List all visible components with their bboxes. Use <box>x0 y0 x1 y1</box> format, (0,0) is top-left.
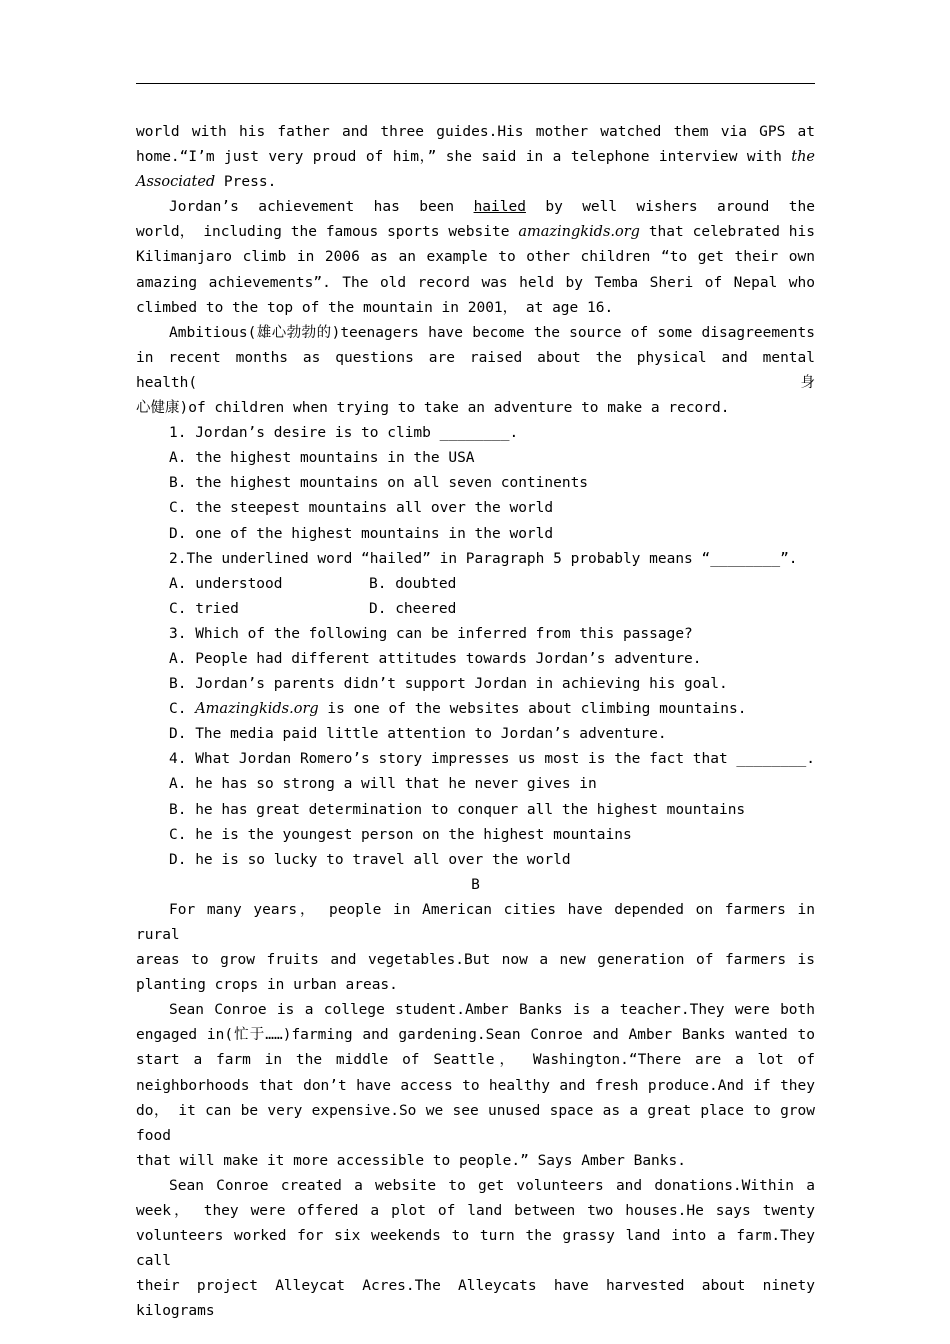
text-line: Kilimanjaro climb in 2006 as an example to other children “to get their own <box>136 249 815 266</box>
underlined-word: hailed <box>473 199 526 216</box>
text-line: volunteers worked for six weekends to turn the grassy land into a farm.They call <box>136 1228 815 1270</box>
text-line: world， including the famous sports website amazingkids.org that celebrated his <box>136 224 815 241</box>
option: B. the highest mountains on all seven continents <box>169 475 589 492</box>
passage-a <box>136 120 815 421</box>
option-row <box>136 572 815 597</box>
section-heading: B <box>471 876 480 893</box>
text-line: home.“I’m just very proud of him，” she said in a telephone interview with the <box>136 149 815 166</box>
option: C. he is the youngest person on the highest mountains <box>169 826 632 843</box>
text-line: Sean Conroe is a college student.Amber Banks is a teacher.They were both <box>169 1002 815 1019</box>
text-line: their project Alleycat Acres.The Alleycats have harvested about ninety kilograms <box>136 1278 815 1320</box>
text-line: For many years， people in American cities have depended on farmers in rural <box>136 901 815 943</box>
question-stem: 3. Which of the following can be inferred from this passage? <box>169 625 693 642</box>
text-line: that will make it more accessible to people.” Says Amber Banks. <box>136 1152 686 1169</box>
text-line: climbed to the top of the mountain in 2001， at age 16. <box>136 299 614 316</box>
question-stem: 4. What Jordan Romero’s story impresses us most is the fact that ________. <box>169 751 816 768</box>
passage-b <box>136 873 815 1325</box>
text-line: week， they were offered a plot of land between two houses.He says twenty <box>136 1203 815 1220</box>
option: A. the highest mountains in the USA <box>169 450 475 467</box>
option: A. People had different attitudes towards Jordan’s adventure. <box>169 650 702 667</box>
italic-text: the <box>791 149 815 166</box>
option: B. he has great determination to conquer all the highest mountains <box>169 801 746 818</box>
text-line: start a farm in the middle of Seattle， Washington.“There are a lot of <box>136 1052 815 1069</box>
text-line: Sean Conroe created a website to get volunteers and donations.Within a <box>169 1177 815 1194</box>
text-line: Associated Press. <box>136 174 277 191</box>
option: D. cheered <box>369 600 457 617</box>
text-line: neighborhoods that don’t have access to healthy and fresh produce.And if they <box>136 1077 815 1094</box>
option: D. The media paid little attention to Jordan’s adventure. <box>169 726 667 743</box>
text-line: 心健康)of children when trying to take an adventure to make a record. <box>136 400 730 417</box>
option: B. Jordan’s parents didn’t support Jordan in achieving his goal. <box>169 676 728 693</box>
option: A. understood <box>169 575 283 592</box>
text-line: areas to grow fruits and vegetables.But now a new generation of farmers is <box>136 952 815 969</box>
text-line: do， it can be very expensive.So we see unused space as a great place to grow food <box>136 1102 815 1144</box>
text-line: planting crops in urban areas. <box>136 977 398 994</box>
text-line: in recent months as questions are raised about the physical and mental health(身 <box>136 349 815 391</box>
text-line: Jordan’s achievement has been hailed by well wishers around the <box>169 199 815 216</box>
option: D. he is so lucky to travel all over the world <box>169 851 571 868</box>
option: C. the steepest mountains all over the world <box>169 500 554 517</box>
option-row <box>136 597 815 622</box>
question-stem: 2.The underlined word “hailed” in Paragraph 5 probably means “________”. <box>169 550 798 567</box>
option: C. tried <box>169 600 239 617</box>
italic-text: amazingkids.org <box>518 224 640 241</box>
questions <box>136 421 815 873</box>
text-line: engaged in(忙于……)farming and gardening.Sean Conroe and Amber Banks wanted to <box>136 1027 815 1044</box>
text-line: amazing achievements”. The old record was held by Temba Sheri of Nepal who <box>136 274 815 291</box>
italic-text: Associated <box>136 174 216 191</box>
header-rule <box>136 83 815 84</box>
document-body <box>136 120 815 1325</box>
option: C. Amazingkids.org is one of the websites about climbing mountains. <box>169 701 747 718</box>
text-line: Ambitious(雄心勃勃的)teenagers have become the source of some disagreements <box>169 324 815 341</box>
option: B. doubted <box>369 575 457 592</box>
text-line: world with his father and three guides.His mother watched them via GPS at <box>136 124 815 140</box>
italic-text: Amazingkids.org <box>195 701 319 718</box>
question-stem: 1. Jordan’s desire is to climb ________. <box>169 425 519 442</box>
option: D. one of the highest mountains in the world <box>169 525 554 542</box>
option: A. he has so strong a will that he never gives in <box>169 776 597 793</box>
